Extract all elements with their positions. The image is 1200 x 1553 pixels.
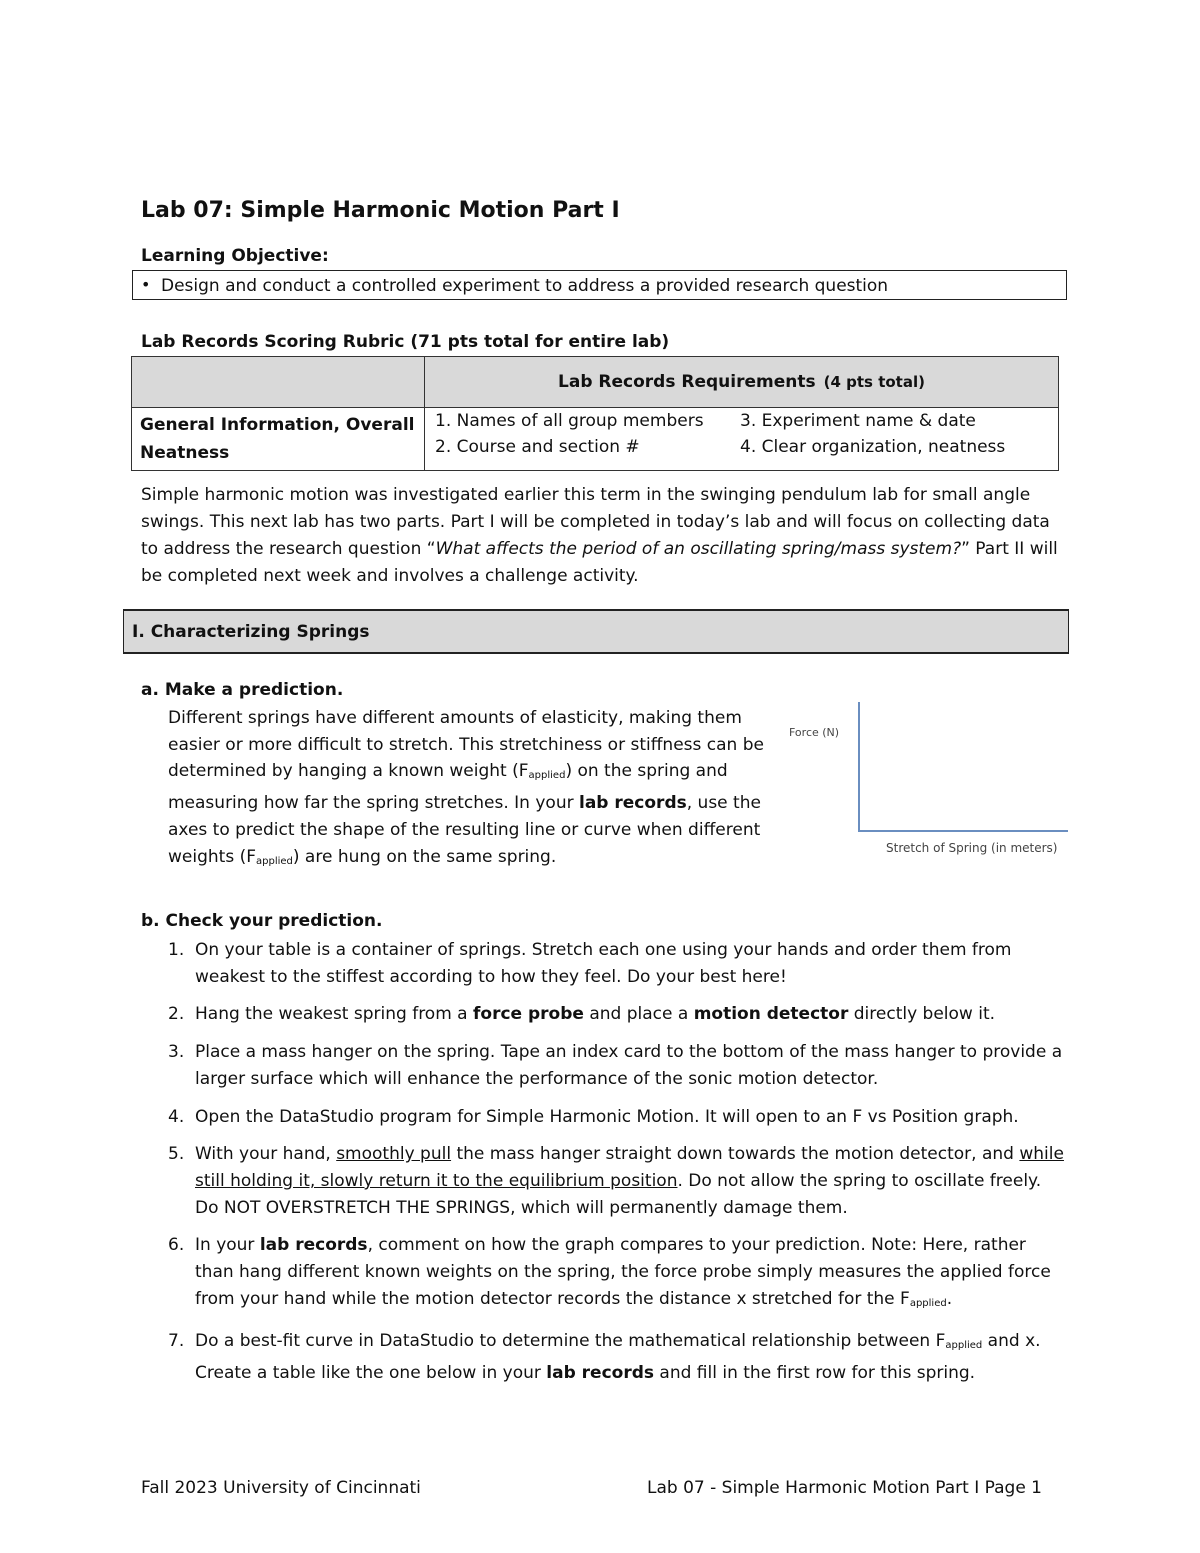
rubric-header-text: Lab Records Requirements: [558, 372, 816, 392]
step-text: and fill in the first row for this spring.: [654, 1363, 976, 1384]
footer-right: Lab 07 - Simple Harmonic Motion Part I Page 1: [647, 1478, 1043, 1498]
lab-records-bold: lab records: [579, 793, 687, 814]
bullet-icon: •: [141, 275, 151, 294]
underlined-text: while still holding it, slowly return it to the equilibrium position: [195, 1144, 1064, 1191]
step-text: Open the DataStudio program for Simple Harmonic Motion. It will open to an F vs Position graph.: [195, 1106, 1019, 1127]
graph-x-label: Stretch of Spring (in meters): [886, 841, 1058, 855]
part-a-heading: a. Make a prediction.: [141, 680, 344, 700]
learning-objective-box: [132, 270, 1067, 300]
intro-paragraph: [141, 482, 1061, 590]
subscript-applied: applied: [909, 1297, 947, 1309]
rubric-header-row: [132, 357, 1059, 408]
page-title: Lab 07: Simple Harmonic Motion Part I: [141, 198, 620, 223]
step-text: .: [946, 1288, 953, 1309]
list-item: [168, 1001, 1068, 1028]
pred-text-4: ) are hung on the same spring.: [292, 846, 557, 867]
step-text: and x. Create a table like the one below in your: [195, 1331, 1041, 1384]
step-text: On your table is a container of springs. Stretch each one using your hands and order them from weakest to the stiffest according to how they feel. Do your best here!: [195, 940, 1012, 987]
step-number: 5.: [168, 1144, 185, 1165]
rubric-label: Lab Records Scoring Rubric (71 pts total for entire lab): [141, 332, 670, 352]
subscript-applied: applied: [528, 770, 566, 782]
step-text: Hang the weakest spring from a: [195, 1004, 473, 1025]
step-text: , comment on how the graph compares to your prediction. Note: Here, rather than hang different known weights on the spring, the force probe simply measures the applied force from your hand while the motion detector records the distance x stretched for the F: [195, 1235, 1051, 1309]
motion-detector-bold: motion detector: [693, 1004, 849, 1025]
part-b-heading: b. Check your prediction.: [141, 911, 383, 931]
step-text: Do a best-fit curve in DataStudio to determine the mathematical relationship between F: [195, 1331, 946, 1352]
rubric-item: 2. Course and section #: [435, 437, 640, 457]
graph-y-label: Force (N): [789, 726, 840, 739]
step-text: directly below it.: [848, 1004, 996, 1025]
graph-x-axis: [858, 830, 1068, 832]
force-probe-bold: force probe: [473, 1004, 584, 1025]
step-number: 4.: [168, 1106, 185, 1127]
pred-text-2: ) on the spring and measuring how far the spring stretches. In your: [168, 761, 728, 814]
step-text: . Do not allow the spring to oscillate freely. Do NOT OVERSTRETCH THE SPRINGS, which will permanently damage them.: [195, 1170, 1042, 1218]
section-title: I. Characterizing Springs: [132, 622, 370, 642]
rubric-header-cell: [425, 357, 1059, 408]
step-number: 1.: [168, 940, 185, 960]
intro-text-end: ” Part II will be completed next week and involves a challenge activity.: [141, 539, 1058, 586]
step-number: 3.: [168, 1042, 185, 1063]
list-item: [168, 1232, 1068, 1317]
list-item: [168, 1141, 1068, 1221]
graph-y-axis: [858, 702, 860, 832]
rubric-row: [132, 408, 1059, 471]
subscript-applied: applied: [256, 855, 293, 867]
step-number: 7.: [168, 1331, 185, 1352]
list-item: [168, 937, 1068, 990]
underlined-text: smoothly pull: [336, 1144, 452, 1165]
step-text: and place a: [583, 1004, 694, 1025]
list-item: [168, 1104, 1068, 1131]
subscript-applied: applied: [945, 1340, 983, 1352]
step-text: With your hand,: [195, 1144, 337, 1165]
lab-records-bold: lab records: [259, 1235, 368, 1256]
rubric-requirements-cell: [425, 408, 1059, 471]
footer-left: Fall 2023 University of Cincinnati: [141, 1478, 421, 1498]
step-number: 2.: [168, 1004, 185, 1025]
lab-records-bold: lab records: [546, 1363, 655, 1384]
research-question: What affects the period of an oscillating spring/mass system?: [435, 539, 962, 559]
step-text: In your: [195, 1235, 260, 1256]
rubric-item: 1. Names of all group members: [435, 411, 704, 431]
rubric-category: General Information, Overall Neatness: [132, 408, 425, 471]
rubric-header-pts: (4 pts total): [823, 373, 925, 391]
step-text: the mass hanger straight down towards the motion detector, and: [451, 1144, 1020, 1165]
rubric-table: [131, 356, 1059, 471]
list-item: [168, 1328, 1068, 1386]
rubric-item: 3. Experiment name & date: [740, 411, 976, 431]
rubric-header-empty-cell: [132, 357, 425, 408]
intro-text: Simple harmonic motion was investigated earlier this term in the swinging pendulum lab for small angle swings. This next lab has two parts. Part I will be completed in today’s lab and will focus on collecting data to address the research question “: [141, 485, 1050, 559]
list-item: [168, 1039, 1068, 1092]
step-number: 6.: [168, 1235, 185, 1256]
learning-objective-item: Design and conduct a controlled experiment to address a provided research question: [161, 276, 889, 296]
step-text: Place a mass hanger on the spring. Tape an index card to the bottom of the mass hanger to provide a larger surface which will enhance the performance of the sonic motion detector.: [195, 1042, 1063, 1089]
pred-text-1: Different springs have different amounts of elasticity, making them easier or more difficult to stretch. This stretchiness or stiffness can be determined by hanging a known weight (F: [168, 708, 764, 782]
learning-objective-label: Learning Objective:: [141, 246, 329, 266]
prediction-paragraph: [168, 705, 778, 875]
pred-text-3: , use the axes to predict the shape of the resulting line or curve when different weights (F: [168, 793, 761, 867]
steps-list: [168, 937, 1068, 1398]
section-header: [123, 609, 1069, 654]
rubric-item: 4. Clear organization, neatness: [740, 437, 1006, 457]
